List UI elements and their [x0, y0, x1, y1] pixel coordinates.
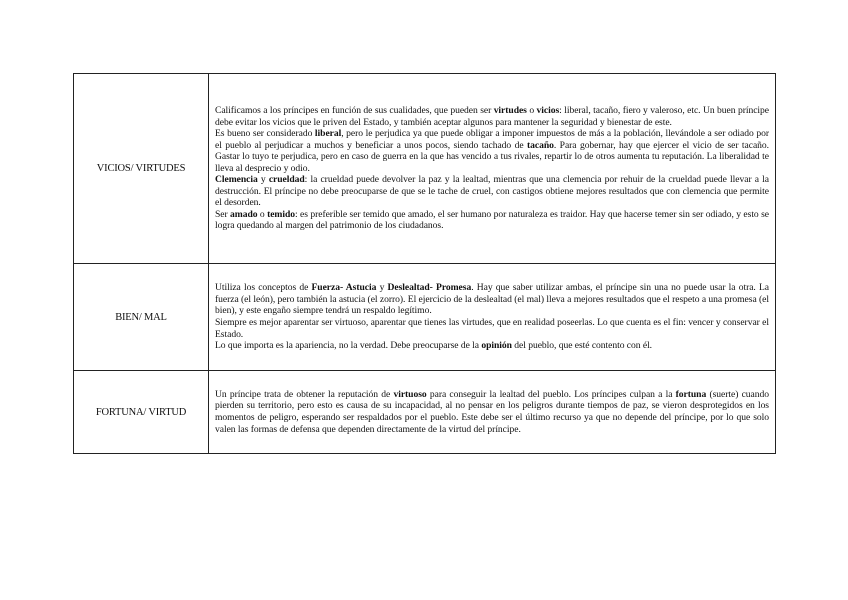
row-label: FORTUNA/ VIRTUD: [74, 371, 209, 454]
paragraph: [215, 282, 769, 317]
text-run: o: [526, 104, 537, 116]
text-run: Un príncipe trata de obtener la reputación de: [215, 388, 394, 400]
paragraph: [215, 340, 769, 352]
row-label: BIEN/ MAL: [74, 264, 209, 371]
row-description: [209, 74, 776, 264]
text-run: Calificamos a los príncipes en función de sus cualidades, que pueden ser: [215, 104, 494, 116]
paragraph: [215, 128, 769, 174]
row-label: VICIOS/ VIRTUDES: [74, 74, 209, 264]
bold-term: Deslealtad- Promesa: [387, 282, 472, 294]
text-run: Es bueno ser considerado: [215, 128, 315, 140]
table-row-fortuna-virtud: [74, 371, 776, 454]
bold-term: fortuna: [675, 388, 707, 400]
text-run: Ser: [215, 208, 231, 220]
table-row-vicios-virtudes: [74, 74, 776, 264]
text-run: (suerte) cuando pierden su territorio, pero esto es causa de su incapacidad, al no pensar en los peligros durante tiempos de paz, se vieron desprotegidos en los momentos de peligro, esperando ser respaldados por el pueblo. Este debe ser el último recurso ya que no depende del príncipe, por lo que solo valen las formas de defensa que dependen directamente de la virtud del príncipe.: [215, 388, 770, 435]
text-run: : la crueldad puede devolver la paz y la lealtad, mientras que una clemencia por rehuir de la crueldad puede llevar a la destrucción. El príncipe no debe preocuparse de que se le tache de cruel, con castigos obtiene mejores resultados que con clemencia que permite el desorden.: [215, 174, 769, 209]
bold-term: liberal: [314, 128, 342, 140]
text-run: y: [376, 282, 388, 294]
paragraph: [215, 209, 769, 232]
text-run: : es preferible ser temido que amado, el ser humano por naturaleza es traidor. Hay que hacerse temer sin ser odiado, y esto se logra quedando al margen del patrimonio de los ciudadanos.: [215, 208, 769, 232]
paragraph: [215, 317, 769, 340]
table-row-bien-mal: [74, 264, 776, 371]
bold-term: opinión: [481, 340, 512, 352]
paragraph: [215, 105, 769, 128]
bold-term: virtudes: [493, 104, 527, 116]
text-run: : liberal, tacaño, fiero y valeroso, etc. Un buen príncipe debe evitar los vicios que le priven del Estado, y también aceptar algunos para mantener la seguridad y bienestar de este.: [215, 104, 769, 128]
concepts-table: [73, 73, 776, 454]
bold-term: virtuoso: [393, 388, 427, 400]
text-run: para conseguir la lealtad del pueblo. Los príncipes culpan a la: [426, 388, 676, 400]
text-run: . Hay que saber utilizar ambas, el príncipe sin una no puede usar la otra. La fuerza (el león), pero también la astucia (el zorro). El ejercicio de la deslealtad (el mal) lleva a mejores resultados que el respeto a una promesa (el bien), y este engaño siempre tendrá un respaldo legítimo.: [215, 282, 769, 317]
text-run: Siempre es mejor aparentar ser virtuoso, aparentar que tienes las virtudes, que en realidad poseerlas. Lo que cuenta es el fin: vencer y conservar el Estado.: [215, 317, 769, 340]
paragraph: [215, 389, 769, 435]
text-run: Utiliza los conceptos de: [215, 282, 312, 294]
bold-term: Fuerza- Astucia: [311, 282, 377, 294]
text-run: . Para gobernar, hay que ejercer el vicio de ser tacaño. Gastar lo tuyo te perjudica, pero en caso de guerra en la que has vencido a tus rivales, repartir lo de otros aumenta tu reputación. La liberalidad te lleva al desprecio y odio.: [215, 139, 770, 174]
text-run: del pueblo, que esté contento con él.: [511, 340, 653, 352]
text-run: o: [257, 208, 268, 220]
text-run: Lo que importa es la apariencia, no la verdad. Debe preocuparse de la: [215, 340, 482, 352]
bold-term: temido: [267, 208, 296, 220]
text-run: y: [257, 174, 269, 186]
bold-term: vicios: [536, 104, 560, 116]
bold-term: amado: [230, 208, 258, 220]
row-description: [209, 371, 776, 454]
paragraph: [215, 174, 769, 209]
row-description: [209, 264, 776, 371]
bold-term: crueldad: [268, 174, 305, 186]
text-run: , pero le perjudica ya que puede obligar a imponer impuestos de más a la población, llevándole a ser odiado por el pueblo al perjudicar a muchos y beneficiar a unos pocos, siendo tachado de: [215, 128, 769, 151]
bold-term: tacaño: [527, 139, 554, 151]
bold-term: Clemencia: [215, 174, 258, 186]
